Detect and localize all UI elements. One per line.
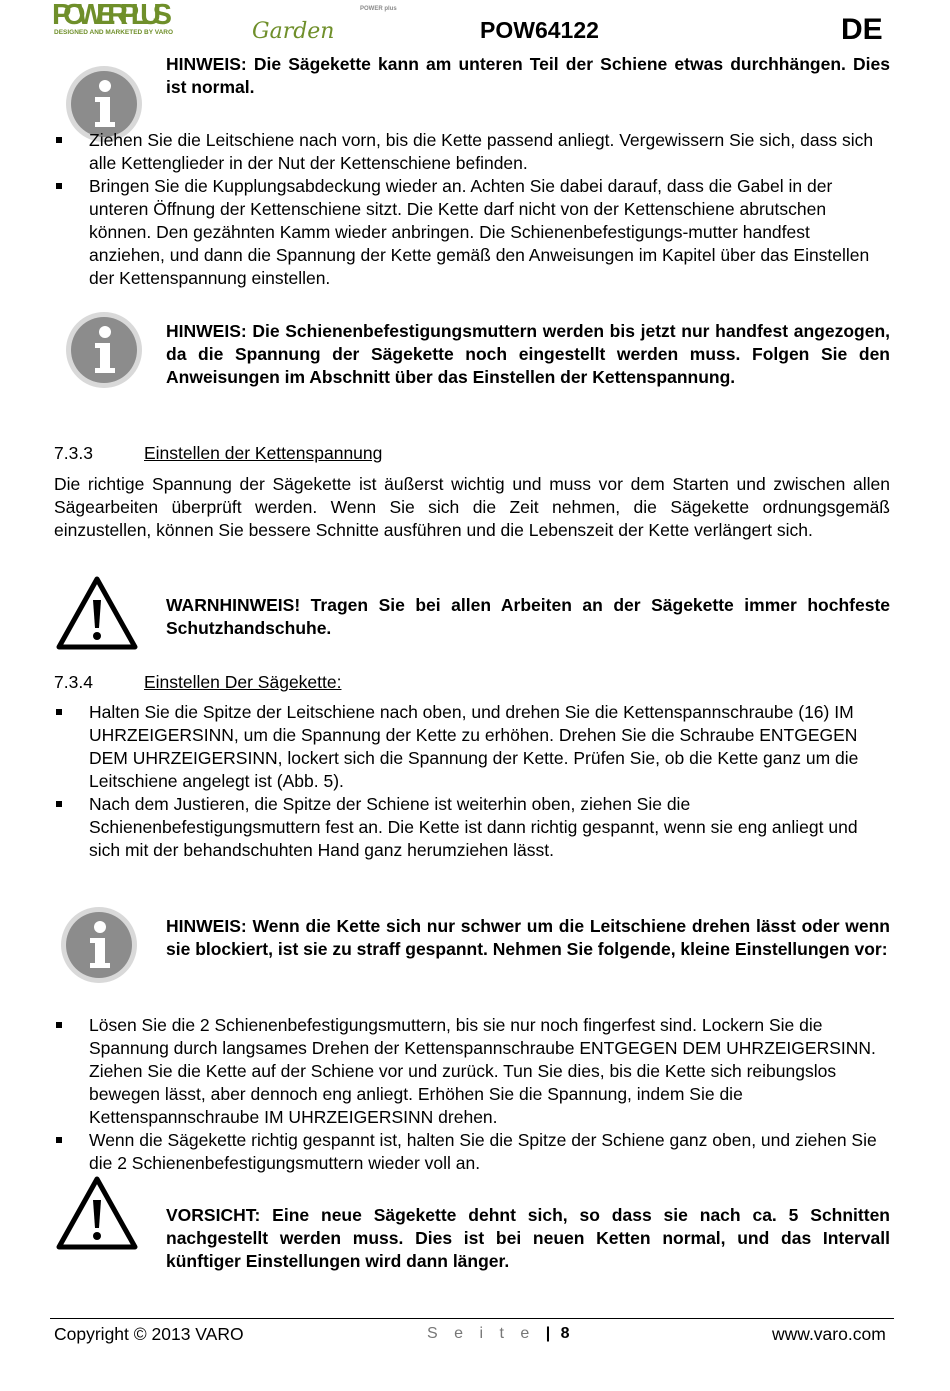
bullet-list-adjusting [54,701,890,862]
note-handtight-nuts: HINWEIS: Die Schienenbefestigungsmuttern werden bis jetzt nur handfest angezogen, da die Spannung der Sägekette noch eingestellt werden muss. Folgen Sie den Anweisungen im Abschnitt über das Einstellen der Kettenspannung. [166,321,890,387]
bullet-icon [56,1022,62,1028]
section-title: Einstellen Der Sägekette: [144,672,342,692]
list-item-text: Bringen Sie die Kupplungsabdeckung wieder an. Achten Sie dabei darauf, dass die Gabel in der unteren Öffnung der Kettenschiene sitzt. Die Kette darf nicht von der Kettenschiene abrutschen können. Den gezähnten Kamm wieder anbringen. Die Schienenbefestigungs-mutter handfest anziehen, und dann die Spannung der Kette gemäß den Anweisungen im Kapitel über das Einstellen der Kettenspannung einstellen. [89,176,870,288]
list-item [54,175,890,290]
section-title: Einstellen der Kettenspannung [144,443,383,463]
caution-new-chain: VORSICHT: Eine neue Sägekette dehnt sich, so dass sie nach ca. 5 Schnitten nachgestellt werden muss. Dies ist bei neuen Ketten normal, und das Intervall künftiger Einstellungen wird dann länger. [166,1205,890,1271]
bullet-icon [56,137,62,143]
bullet-icon [56,801,62,807]
section-heading-chain-tension [54,442,382,465]
document-id: POW64122 [480,17,599,43]
list-item-text: Ziehen Sie die Leitschiene nach vorn, bis die Kette passend anliegt. Vergewissern Sie sich, dass sich alle Kettenglieder in der Nut der Kettenschiene befinden. [89,130,874,173]
page-separator: | [545,1325,551,1342]
list-item [54,701,890,793]
powerplus-garden-logo [52,0,397,44]
list-item-text: Nach dem Justieren, die Spitze der Schiene ist weiterhin oben, ziehen Sie die Schienenbefestigungsmuttern fest an. Die Kette ist dann richtig gespannt, wenn sie eng anliegt und sich mit der behandschuhten Hand ganz herumziehen lässt. [89,794,858,860]
page-number: 8 [560,1325,570,1342]
bullet-icon [56,183,62,189]
info-icon [64,310,144,390]
footer-page [427,1325,570,1343]
bullet-icon [56,1137,62,1143]
warning-triangle-icon [56,576,138,650]
logo-power-small-text: POWER plus [360,6,397,12]
section-heading-adjust-chain [54,671,341,694]
footer-url: www.varo.com [772,1324,886,1344]
footer-copyright: Copyright © 2013 VARO [54,1324,244,1344]
section-number: 7.3.3 [54,443,93,463]
note-too-tight: HINWEIS: Wenn die Kette sich nur schwer um die Leitschiene drehen lässt oder wenn sie blockiert, ist sie zu straff gespannt. Nehmen Sie folgende, kleine Einstellungen vor: [166,916,890,959]
logo-script-text: Garden [252,19,335,44]
note-chain-sag: HINWEIS: Die Sägekette kann am unteren Teil der Schiene etwas durchhängen. Dies ist normal. [166,54,890,97]
footer-divider [50,1318,894,1319]
list-item-text: Halten Sie die Spitze der Leitschiene nach oben, und drehen Sie die Kettenspannschraube (16) IM UHRZEIGERSINN, um die Spannung der Kette zu erhöhen. Drehen Sie die Schraube ENTGEGEN DEM UHRZEIGERSINN, lockert sich die Spannung der Kette. Prüfen Sie, ob die Kette ganz um die Leitschiene angelegt ist (Abb. 5). [89,702,859,791]
logo-power-text: POWERPLUS [52,0,172,31]
info-icon [59,905,139,985]
list-item [54,129,890,175]
section-number: 7.3.4 [54,672,93,692]
warning-gloves: WARNHINWEIS! Tragen Sie bei allen Arbeiten an der Sägekette immer hochfeste Schutzhandschuhe. [166,595,890,638]
bullet-icon [56,709,62,715]
language-code: DE [841,13,883,46]
page-word: S e i t e [427,1325,536,1342]
bullet-list-loosening [54,1014,890,1175]
section-paragraph: Die richtige Spannung der Sägekette ist äußerst wichtig und muss vor dem Starten und zwischen allen Sägearbeiten überprüft werden. Wenn Sie sich die Zeit nehmen, die Sägekette ordnungsgemäß einzustellen, können Sie bessere Schnitte ausführen und die Lebenszeit der Kette verlängert sich. [54,474,890,540]
list-item [54,793,890,862]
list-item [54,1129,890,1175]
list-item-text: Wenn die Sägekette richtig gespannt ist, halten Sie die Spitze der Schiene ganz oben, und ziehen Sie die 2 Schienenbefestigungsmuttern wieder voll an. [89,1130,877,1173]
warning-triangle-icon [56,1176,138,1250]
list-item-text: Lösen Sie die 2 Schienenbefestigungsmuttern, bis sie nur noch fingerfest sind. Lockern Sie die Spannung durch langsames Drehen der Kettenspannschraube ENTGEGEN DEM UHRZEIGERSINN. Ziehen Sie die Kette auf der Schiene vor und zurück. Tun Sie dies, bis die Kette sich reibungslos bewegen lässt, aber dennoch eng anliegt. Erhöhen Sie die Spannung, indem Sie die Kettenspannschraube IM UHRZEIGERSINN drehen. [89,1015,876,1127]
list-item [54,1014,890,1129]
logo-tagline: DESIGNED AND MARKETED BY VARO [54,29,174,36]
bullet-list-mounting [54,129,890,290]
